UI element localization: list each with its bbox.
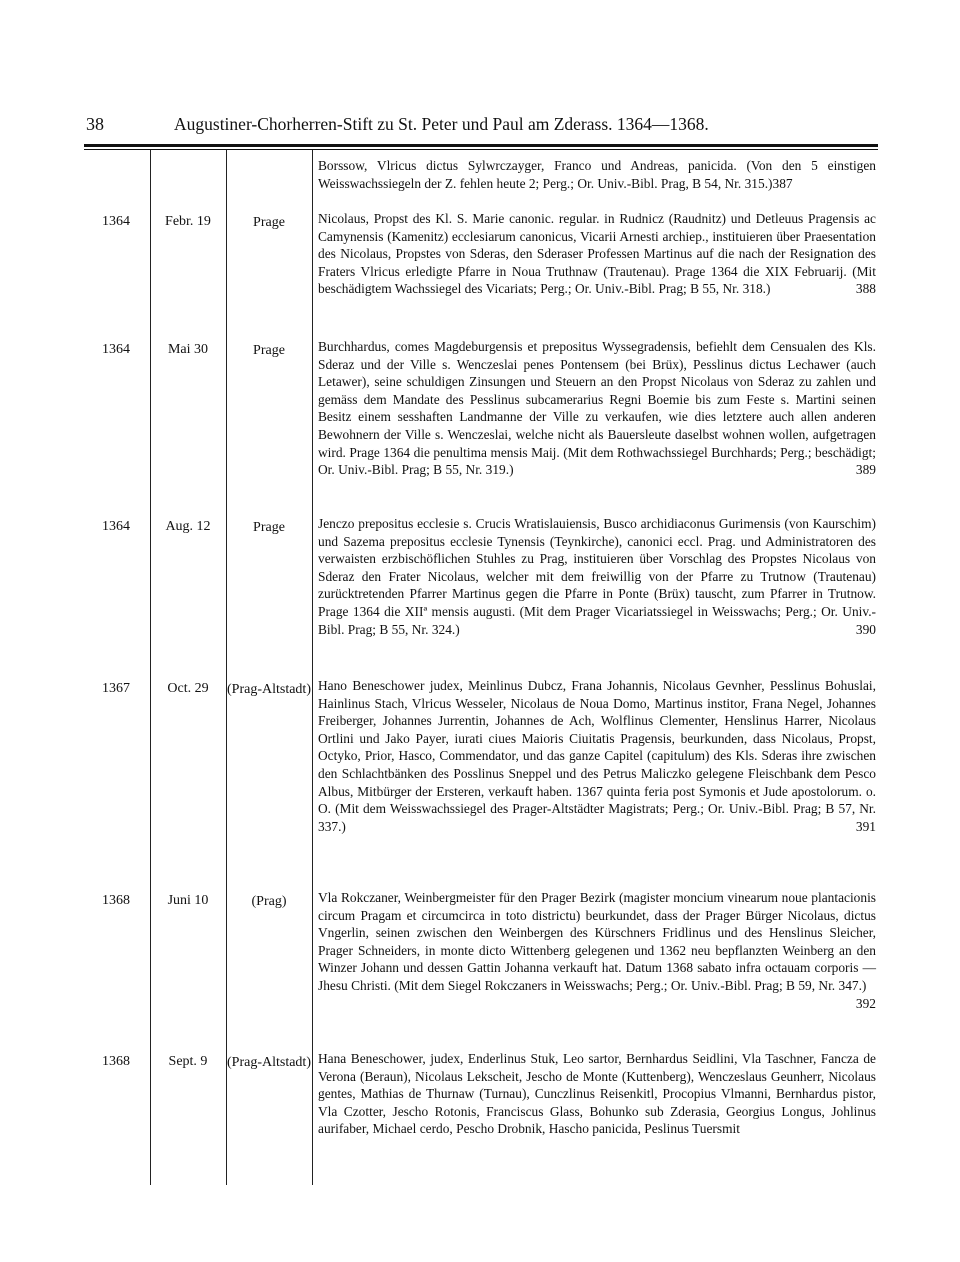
entry-number: 387: [772, 175, 793, 191]
header-rule-thin: [84, 149, 878, 150]
entry-number: 390: [855, 621, 876, 637]
entry-number: 388: [855, 281, 876, 297]
entry-number: 389: [855, 462, 876, 478]
header-rule-thick: [84, 144, 878, 147]
entry-year: 1364: [102, 342, 130, 357]
column-divider-date: [226, 150, 227, 1185]
entry-year: 1364: [102, 519, 130, 534]
page-header: [86, 114, 876, 136]
entry-text: Burchhardus, comes Magdeburgensis et prepositus Wyssegradensis, befiehlt dem Censualen des Kls. Sderaz und der Ville s. Wenczeslai penes Pontensem (bei Brüx), Pesslinus dictus Lechawer (auch Letawer), seine schuldigen Zinsungen und Steuern an den Propst Nicolaus von Sderaz zu zahlen und gemäss dem Mandate des Pesslinus subcamerarius Regni Boemie bis zum Feste s. Martini seinen Besitz einem sesshaften Landmanne der Ville zu verkaufen, wie dies letztere auch allen anderen Bewohnern der Ville s. Wenczeslai, welche nicht als Bauersleute daselbst wohnen wollen, aufgetragen wird. Prage 1364 die penultima mensis Maij. (Mit dem Rothwachssiegel Burchhards; Perg.; beschädigt; Or. Univ.-Bibl. Prag; B 55, Nr. 319.): [318, 339, 876, 478]
running-title: Augustiner-Chorherren-Stift zu St. Peter und Paul am Zderass. 1364—1368.: [174, 114, 709, 134]
continuation-entry: [318, 157, 876, 192]
entry-date: Juni 10: [167, 893, 209, 908]
entry-text-block: [318, 515, 876, 638]
column-divider-year: [150, 150, 151, 1185]
entry-number: 391: [855, 818, 876, 834]
page-number: 38: [86, 114, 104, 134]
entry-place: Prage: [253, 215, 285, 230]
entry-text-block: [318, 210, 876, 298]
entry-place: (Prag-Altstadt): [227, 682, 311, 697]
entry-number: 392: [855, 995, 876, 1011]
entry-date: Febr. 19: [165, 214, 211, 229]
entry-text: Jenczo prepositus ecclesie s. Crucis Wratislauiensis, Busco archidiaconus Gurimensis (von Kaurschim) und Sazema prepositus ecclesie Tynensis (Teynkirche), canonici eccl. Prag. und Administratoren des verwaisten erzbischöflichen Stuhles zu Prag, instituieren über Vorschlag des Propstes Nicolaus von Sderaz den Frater Nicolaus, welcher mit dem freiwillig von der Pfarre zu Trutnow (Trautenau) zurücktretenden Pfarrer Martinus gegen die Pfarre in Ponte (Brüx) tauscht, zum Pfarrer in Trutnow. Prage 1364 die XIIª mensis augusti. (Mit dem Prager Vicariatssiegel in Weisswachs; Perg.; Or. Univ.-Bibl. Prag; B 55, Nr. 324.): [318, 516, 876, 637]
entry-place: (Prag-Altstadt): [227, 1055, 311, 1070]
entry-text-block: [318, 338, 876, 479]
entry-year: 1364: [102, 214, 130, 229]
entry-text: Nicolaus, Propst des Kl. S. Marie canonic. regular. in Rudnicz (Raudnitz) und Detleuus Pragensis ac Camynensis (Kamenitz) ecclesiarum canonicus, Vicarii Arnesti archiep., instituieren über Praesentation des Nicolaus, Propstes von Sderas, den Sderaser Professen Martinus auf die nach der Resignation des Fraters Vlricus erledigte Pfarre in Noua Truthnaw (Trautenau). Prage 1364 die XIX Februarij. (Mit beschädigtem Wachssiegel des Vicariats; Perg.; Or. Univ.-Bibl. Prag; B 55, Nr. 318.): [318, 211, 876, 297]
entry-year: 1368: [102, 1054, 130, 1069]
entry-text-block: [318, 1050, 876, 1138]
column-divider-place: [312, 150, 313, 1185]
entry-place: Prage: [253, 520, 285, 535]
entry-text: Hano Beneschower judex, Meinlinus Dubcz, Frana Johannis, Nicolaus Gevnher, Pesslinus Bohuslai, Hainlinus Stach, Vlricus Wesseler, Nicolaus de Noua Domo, Martinus institor, Frana Negel, Johannes Freiberger, Johannes Jurrentin, Johannes de Ach, Wolflinus Clementer, Henslinus Harrer, Nicolaus Ortlini und Jako Payer, iurati ciues Maioris Ciuitatis Pragensis, beurkunden, dass Nicolaus, Propst, Octyko, Prior, Hasco, Commendator, und das ganze Capitel (capitulum) des Kls. Sderas ihre zwischen den Schlachtbänken des Posslinus Sneppel und des Petrus Maliczko gelegene Fleischbank dem Pesco Albus, Mitbürger der Ersteren, verkauft haben. 1367 quinta feria post Symonis et Jude apostolorum. o. O. (Mit dem Weisswachssiegel des Prager-Altstädter Magistrats; Perg.; Or. Univ.-Bibl. Prag; B 57, Nr. 337.): [318, 678, 876, 834]
continuation-text: Borssow, Vlricus dictus Sylwrczayger, Franco und Andreas, panicida. (Von den 5 einstigen Weisswachssiegeln der Z. fehlen heute 2; Perg.; Or. Univ.-Bibl. Prag, B 54, Nr. 315.): [318, 158, 876, 191]
entry-date: Aug. 12: [165, 519, 211, 534]
entry-place: (Prag): [251, 894, 287, 909]
entry-text: Hana Beneschower, judex, Enderlinus Stuk, Leo sartor, Bernhardus Seidlini, Vla Taschner, Fancza de Verona (Beraun), Nicolaus Lekscheit, Jescho de Monte (Kuttenberg), Wenczeslaus Geunherr, Nicolaus gentes, Mathias de Thurnaw (Turnau), Cunczlinus Reisenkitl, Procopius Vlmanni, Bernhardus pistor, Vla Czotter, Jescho Rotonis, Franciscus Glass, Bohunko sub Zderasia, Georgius Longus, Johlinus aurifaber, Michael cerdo, Pescho Drobnik, Hascho panicida, Peslinus Tuersmit: [318, 1051, 876, 1137]
entry-date: Sept. 9: [168, 1054, 208, 1069]
entry-place: Prage: [253, 343, 285, 358]
entry-date: Oct. 29: [167, 681, 209, 696]
entry-text-block: [318, 889, 876, 1012]
entry-year: 1367: [102, 681, 130, 696]
entry-text-block: [318, 677, 876, 835]
entry-date: Mai 30: [167, 342, 209, 357]
entry-text: Vla Rokczaner, Weinbergmeister für den Prager Bezirk (magister moncium vinearum noue plantacionis circum Pragam et circumcirca in toto districtu) beurkundet, dass der Prager Bürger Nicolaus, dictus Vngerlin, seinen zwischen den Weinbergen des Kürschners Fridlinus und des Henslinus Sleicher, Prager Schneiders, in monte dicto Wittenberg gelegenen und 1362 neu bepflanzten Weinberg an den Winzer Johann und dessen Gattin Johanna verkauft hat. Datum 1368 sabato infra octauam corporis — Jhesu Christi. (Mit dem Siegel Rokczaners in Weisswachs; Perg.; Or. Univ.-Bibl. Prag; B 59, Nr. 347.): [318, 890, 876, 993]
entry-year: 1368: [102, 893, 130, 908]
